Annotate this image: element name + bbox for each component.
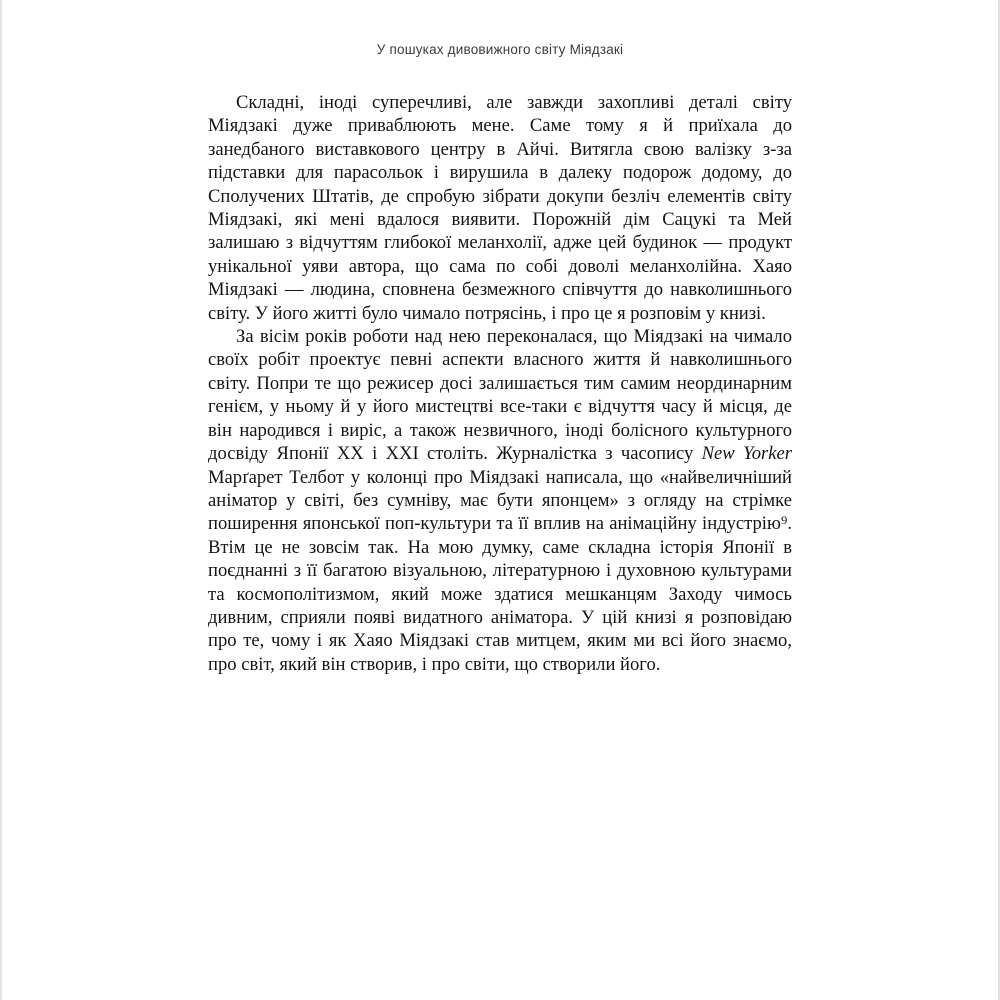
text-block (208, 91, 792, 676)
paragraph-2-text-end: Марґарет Телбот у колонці про Міядзакі написала, що «найвеличніший аніматор у світі, без сумніву, має бути японцем» з огляду на стрімке поширення японської поп-культури та її вплив на анімаційну індустрію⁹. Втім це не зовсім так. На мою думку, саме складна історія Японії в поєднанні з її багатою візуальною, літературною і духовною культурами та космополітизмом, який може здатися мешканцям Заходу чимось дивним, сприяли появі видатного аніматора. У цій книзі я розповідаю про те, чому і як Хаяо Міядзакі став митцем, яким ми всі його знаємо, про світ, який він створив, і про світи, що створили його. (208, 466, 792, 675)
running-header: У пошуках дивовижного світу Міядзакі (376, 42, 624, 57)
paragraph-2 (208, 325, 792, 676)
paragraph-2-text-start: За вісім років роботи над нею переконалася, що Міядзакі на чимало своїх робіт проектує певні аспекти власного життя й навколишнього світу. Попри те що режисер досі залишається тим самим неординарним генієм, у ньому й у його мистецтві все-таки є відчуття часу й місця, де він народився і виріс, а також незвичного, іноді болісного культурного досвіду Японії XX і XXI століть. Журналістка з часопису (208, 326, 792, 465)
magazine-name-italic: New Yorker (701, 443, 792, 465)
paragraph-1: Складні, іноді суперечливі, але завжди захопливі деталі світу Міядзакі дуже приваблюють мене. Саме тому я й приїхала до занедбаного виставкового центру в Айчі. Витягла свою валізку з-за підставки для парасольок і вирушила в далеку подорож додому, до Сполучених Штатів, де спробую зібрати докупи безліч елементів світу Міядзакі, які мені вдалося виявити. Порожній дім Сацукі та Мей залишаю з відчуттям глибокої меланхолії, адже цей будинок — продукт унікальної уяви автора, що сама по собі доволі меланхолійна. Хаяо Міядзакі — людина, сповнена безмежного співчуття до навколишнього світу. У його житті було чимало потрясінь, і про це я розповім у книзі. (208, 92, 792, 324)
